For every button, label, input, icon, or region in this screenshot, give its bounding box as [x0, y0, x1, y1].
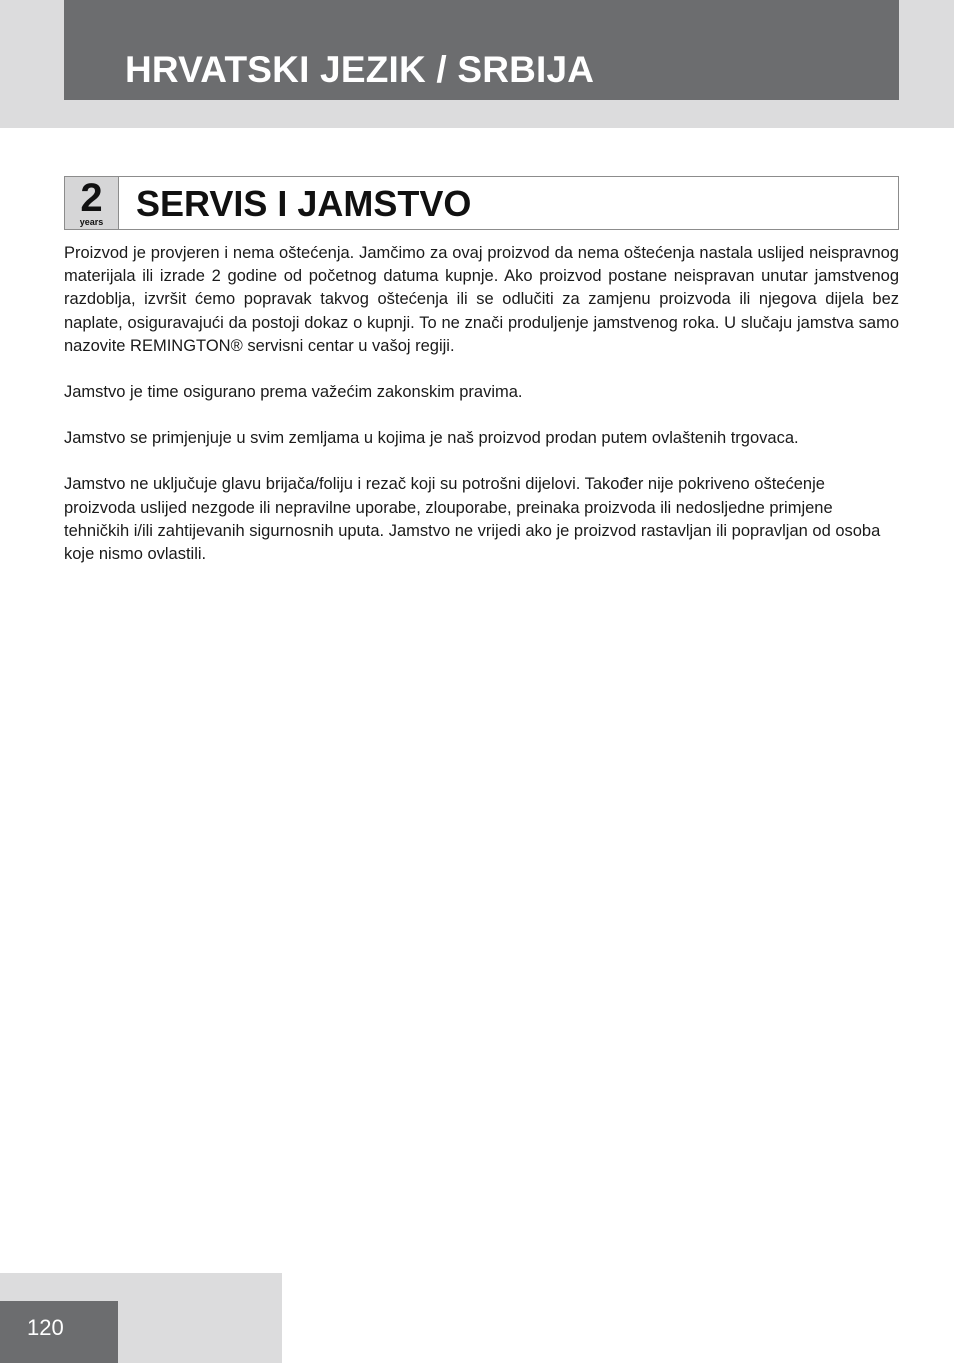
section-heading	[64, 176, 899, 230]
page-language-title: HRVATSKI JEZIK / SRBIJA	[125, 49, 595, 90]
paragraph: Jamstvo se primjenjuje u svim zemljama u kojima je naš proizvod prodan putem ovlaštenih trgovaca.	[64, 429, 799, 448]
badge-unit: years	[79, 217, 104, 227]
header-bar	[64, 0, 899, 100]
two-years-warranty-badge	[65, 177, 119, 229]
page-number-box	[0, 1301, 118, 1363]
paragraph: Jamstvo ne uključuje glavu brijača/foliju i rezač koji su potrošni dijelovi. Također nije pokriveno oštećenje proizvoda uslijed nezgode ili nepravilne uporabe, zlouporabe, preinaka proizvoda ili nedosljedne primjene tehničkih i/ili zahtijevanih sigurnosnih uputa. Jamstvo ne vrijedi ako je proizvod rastavljan ili popravljan od osoba koje nismo ovlastili.	[64, 475, 881, 564]
paragraph: Proizvod je provjeren i nema oštećenja. Jamčimo za ovaj proizvod da nema oštećenja nastala uslijed neispravnog materijala ili izrade 2 godine od početnog datuma kupnje. Ako proizvod postane neispravan unutar jamstvenog razdoblja, izvršit ćemo popravak takvog oštećenja ili se odlučiti za zamjenu proizvoda ili njegova dijela bez naplate, osiguravajući da postoji dokaz o kupnji. To ne znači produljenje jamstvenog roka. U slučaju jamstva samo nazovite REMINGTON® servisni centar u vašoj regiji.	[64, 244, 899, 355]
warranty-text	[64, 242, 899, 589]
page-number: 120	[27, 1315, 64, 1340]
badge-number: 2	[80, 176, 103, 220]
paragraph: Jamstvo je time osigurano prema važećim zakonskim pravima.	[64, 383, 523, 402]
section-title: SERVIS I JAMSTVO	[136, 183, 472, 224]
